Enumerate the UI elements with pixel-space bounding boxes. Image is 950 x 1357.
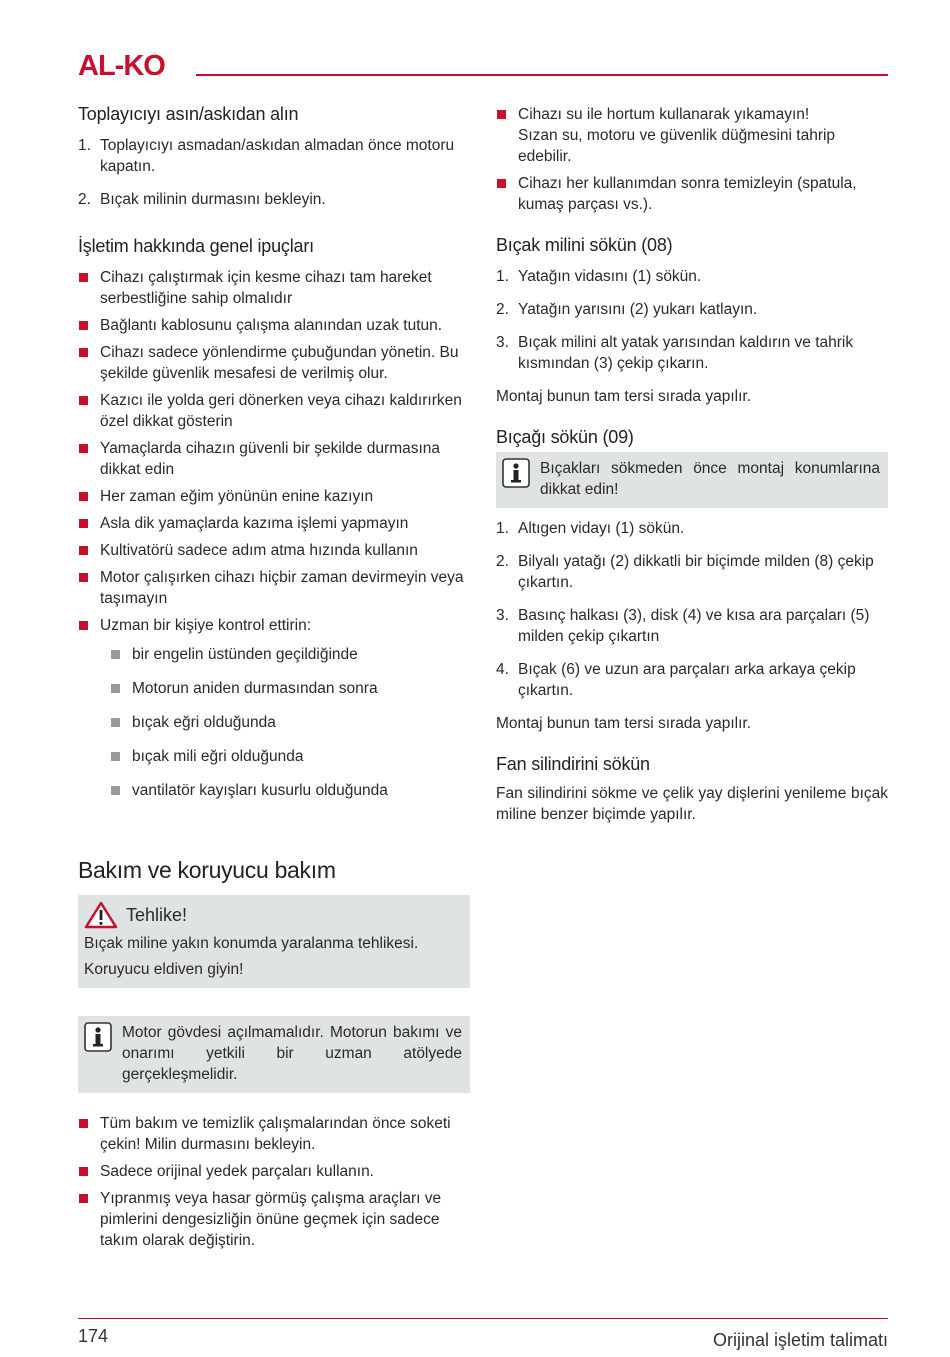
footer-title: Orijinal işletim talimatı: [712, 1330, 888, 1350]
info-text: Motor gövdesi açılmamalıdır. Motorun bakımı ve onarımı yetkili bir uzman atölyede gerçekleşmelidir.: [122, 1024, 462, 1083]
bullet-square-icon: [79, 444, 88, 453]
bullet-square-icon: [497, 110, 506, 119]
list-item: Cihazı sadece yönlendirme çubuğundan yönetin. Bu şekilde güvenlik mesafesi de verilmiş olur.: [78, 342, 470, 384]
list-item: Uzman bir kişiye kontrol ettirin: bir engelin üstünden geçildiğinde Motorun aniden durmasından sonra bıçak eğri olduğunda bıçak mili eğri olduğunda vantilatör kayışları kusurlu olduğunda: [78, 615, 470, 801]
danger-box: [78, 895, 470, 988]
collector-steps: [78, 135, 470, 210]
list-item: 3. Bıçak milini alt yatak yarısından kaldırın ve tahrik kısmından (3) çekip çıkarın.: [496, 334, 854, 372]
list-item: Sadece orijinal yedek parçaları kullanın.: [78, 1161, 470, 1182]
bullet-square-icon: [79, 273, 88, 282]
warning-triangle-icon: [84, 901, 118, 929]
bullet-square-icon: [79, 621, 88, 630]
maintenance-list: [78, 1113, 470, 1251]
logo-text: AL-KO: [78, 52, 165, 78]
sub-bullet-square-icon: [111, 718, 120, 727]
list-item: Tüm bakım ve temizlik çalışmalarından önce soketi çekin! Milin durmasını bekleyin.: [78, 1113, 470, 1155]
bullet-square-icon: [79, 573, 88, 582]
assembly-note: Montaj bunun tam tersi sırada yapılır.: [496, 388, 752, 405]
list-item: Yamaçlarda cihazın güvenli bir şekilde durmasına dikkat edin: [78, 438, 470, 480]
bullet-square-icon: [79, 1194, 88, 1203]
list-item: Kultivatörü sadece adım atma hızında kullanın: [78, 540, 470, 561]
bullet-square-icon: [79, 321, 88, 330]
fan-text: Fan silindirini sökme ve çelik yay dişlerini yenileme bıçak miline benzer biçimde yapılır.: [496, 785, 888, 823]
cleaning-list: [496, 104, 888, 215]
list-item: Asla dik yamaçlarda kazıma işlemi yapmayın: [78, 513, 470, 534]
danger-title: Tehlike!: [126, 904, 188, 925]
list-item: bıçak mili eğri olduğunda: [100, 746, 470, 767]
tips-list: [78, 267, 470, 801]
bullet-square-icon: [79, 519, 88, 528]
section-heading-tips: İşletim hakkında genel ipuçları: [78, 236, 314, 256]
info-box-motor: [78, 1016, 470, 1093]
right-column: [496, 104, 888, 825]
bullet-square-icon: [497, 179, 506, 188]
header-rule: [196, 74, 888, 76]
list-item: Bağlantı kablosunu çalışma alanından uzak tutun.: [78, 315, 470, 336]
bullet-square-icon: [79, 1167, 88, 1176]
section-heading-fan: Fan silindirini sökün: [496, 754, 650, 774]
section-heading-collector: Toplayıcıyı asın/askıdan alın: [78, 104, 299, 124]
footer-rule: [78, 1318, 888, 1319]
bullet-square-icon: [79, 348, 88, 357]
list-item: vantilatör kayışları kusurlu olduğunda: [100, 780, 470, 801]
sub-bullet-square-icon: [111, 786, 120, 795]
assembly-note: Montaj bunun tam tersi sırada yapılır.: [496, 715, 752, 732]
page-title-maintenance: Bakım ve koruyucu bakım: [78, 857, 336, 883]
list-item: 2. Bıçak milinin durmasını bekleyin.: [78, 191, 326, 208]
bullet-square-icon: [79, 546, 88, 555]
list-item: 4. Bıçak (6) ve uzun ara parçaları arka arkaya çekip çıkartın.: [496, 661, 856, 699]
list-item: bir engelin üstünden geçildiğinde: [100, 644, 470, 665]
list-item: 3. Basınç halkası (3), disk (4) ve kısa ara parçaları (5) milden çekip çıkartın: [496, 607, 870, 645]
brand-logo: [78, 52, 190, 83]
bullet-square-icon: [79, 396, 88, 405]
blade-steps: [496, 518, 888, 701]
danger-line: Koruyucu eldiven giyin!: [84, 961, 244, 978]
list-item: 1. Yatağın vidasını (1) sökün.: [496, 268, 702, 285]
list-item: Cihazı su ile hortum kullanarak yıkamayın! Sızan su, motoru ve güvenlik düğmesini tahrip edebilir.: [496, 104, 888, 167]
list-item: Motorun aniden durmasından sonra: [100, 678, 470, 699]
left-column: [78, 104, 470, 1257]
section-heading-shaft: Bıçak milini sökün (08): [496, 235, 673, 255]
info-icon: [502, 458, 530, 488]
list-item: Yıpranmış veya hasar görmüş çalışma araçları ve pimlerini dengesizliğin önüne geçmek için sadece takım olarak değiştirin.: [78, 1188, 470, 1251]
info-text: Bıçakları sökmeden önce montaj konumlarına dikkat edin!: [540, 460, 880, 498]
list-item: Cihazı her kullanımdan sonra temizleyin (spatula, kumaş parçası vs.).: [496, 173, 888, 215]
list-item: Cihazı çalıştırmak için kesme cihazı tam hareket serbestliğine sahip olmalıdır: [78, 267, 470, 309]
list-item: 1. Altıgen vidayı (1) sökün.: [496, 520, 685, 537]
section-heading-blade: Bıçağı sökün (09): [496, 427, 634, 447]
inspection-sublist: [100, 644, 470, 801]
list-item: 2. Bilyalı yatağı (2) dikkatli bir biçimde milden (8) çekip çıkartın.: [496, 553, 874, 591]
shaft-steps: [496, 266, 888, 374]
list-item: 1. Toplayıcıyı asmadan/askıdan almadan önce motoru kapatın.: [78, 137, 455, 175]
sub-bullet-square-icon: [111, 650, 120, 659]
sub-bullet-square-icon: [111, 752, 120, 761]
list-item: Motor çalışırken cihazı hiçbir zaman devirmeyin veya taşımayın: [78, 567, 470, 609]
info-box-blade: [496, 452, 888, 508]
list-item: 2. Yatağın yarısını (2) yukarı katlayın.: [496, 301, 758, 318]
list-item: Her zaman eğim yönünün enine kazıyın: [78, 486, 470, 507]
info-icon: [84, 1022, 112, 1052]
page-number: 174: [78, 1326, 109, 1346]
list-item: bıçak eğri olduğunda: [100, 712, 470, 733]
sub-bullet-square-icon: [111, 684, 120, 693]
bullet-square-icon: [79, 1119, 88, 1128]
bullet-square-icon: [79, 492, 88, 501]
list-item: Kazıcı ile yolda geri dönerken veya cihazı kaldırırken özel dikkat gösterin: [78, 390, 470, 432]
danger-line: Bıçak miline yakın konumda yaralanma tehlikesi.: [84, 935, 419, 952]
